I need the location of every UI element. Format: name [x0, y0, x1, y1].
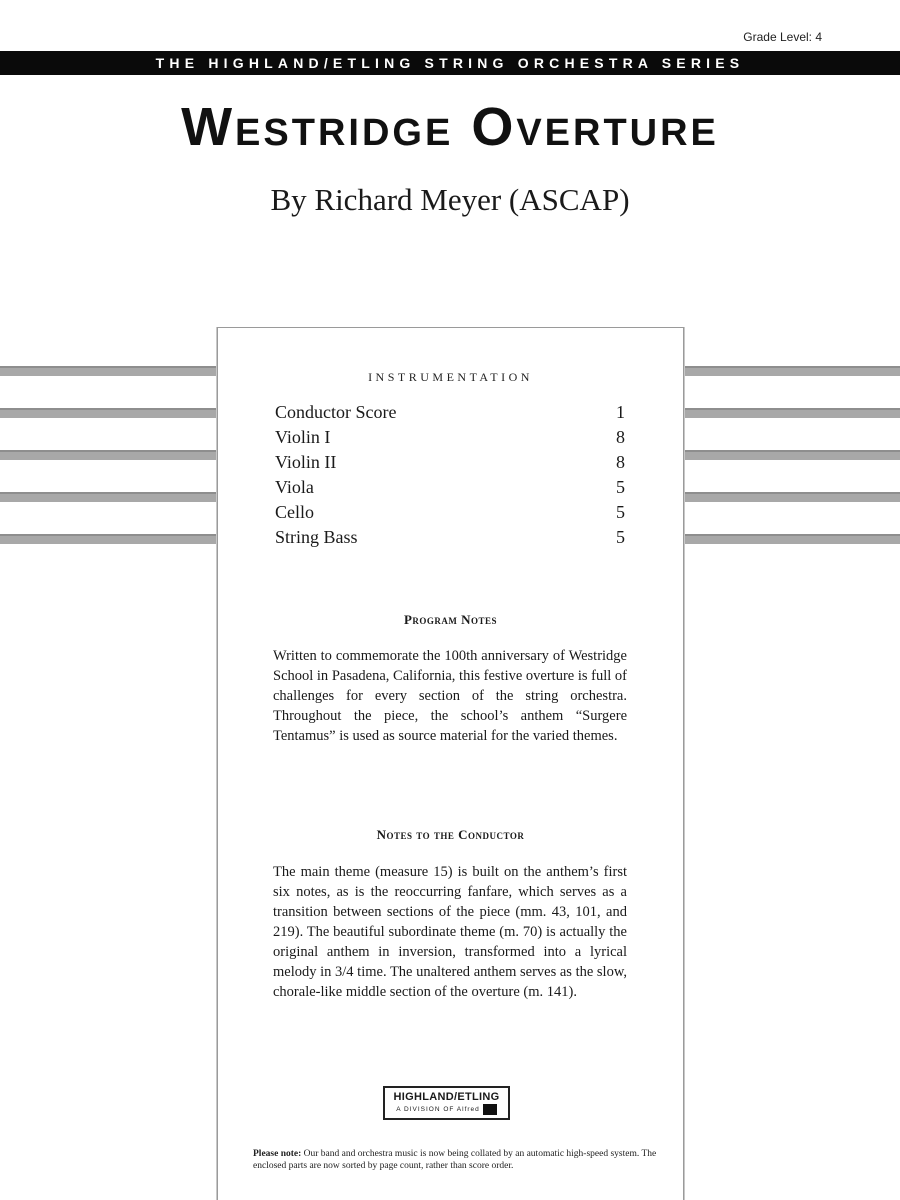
footer-note: [253, 1148, 658, 1172]
instrument-name: Violin II: [275, 452, 337, 472]
instrumentation-heading: INSTRUMENTATION: [368, 370, 533, 384]
instrument-count: 5: [616, 527, 625, 547]
instrument-row: [275, 402, 625, 427]
page-title: Westridge Overture: [181, 97, 719, 157]
staff-line-left-1: [0, 366, 218, 376]
instrument-name: Conductor Score: [275, 402, 397, 422]
program-notes-heading: Program Notes: [403, 612, 498, 627]
series-banner: THE HIGHLAND/ETLING STRING ORCHESTRA SERIES: [0, 51, 900, 75]
instrument-row: [275, 477, 625, 502]
composer-credit: By Richard Meyer (ASCAP): [270, 182, 630, 217]
conductor-notes-heading: Notes to the Conductor: [376, 827, 525, 842]
publisher-logo-name: HIGHLAND/ETLING: [393, 1091, 500, 1103]
instrument-row: [275, 502, 625, 527]
staff-line-left-5: [0, 534, 218, 544]
instrument-row: [275, 427, 625, 452]
info-panel: [217, 327, 684, 1200]
staff-line-right-1: [684, 366, 900, 376]
instrument-count: 5: [616, 477, 625, 497]
publisher-logo-subline: A DIVISION OF Alfred: [396, 1106, 480, 1114]
staff-line-right-3: [684, 450, 900, 460]
staff-line-right-2: [684, 408, 900, 418]
instrument-name: Viola: [275, 477, 314, 497]
footer-note-text: Our band and orchestra music is now being collated by an automatic high-speed system. The enclosed parts are now sorted by page count, rather than score order.: [253, 1149, 657, 1171]
instrument-name: String Bass: [275, 527, 358, 547]
instrument-count: 1: [616, 402, 625, 422]
staff-line-left-4: [0, 492, 218, 502]
instrument-name: Cello: [275, 502, 314, 522]
alfred-logo-icon: [483, 1104, 497, 1115]
staff-line-left-2: [0, 408, 218, 418]
publisher-logo: [383, 1086, 510, 1120]
instrument-count: 8: [616, 427, 625, 447]
staff-line-left-3: [0, 450, 218, 460]
instrument-row: [275, 527, 625, 552]
program-notes-text: Written to commemorate the 100th anniversary of Westridge School in Pasadena, California, this festive overture is full of challenges for every section of the string orchestra. Throughout the piece, the school’s anthem “Surgere Tentamus” is used as source material for the varied themes.: [273, 648, 627, 744]
instrument-row: [275, 452, 625, 477]
conductor-notes-text: The main theme (measure 15) is built on the anthem’s first six notes, as is the reoccurring fanfare, which serves as a transition between sections of the piece (mm. 43, 101, and 219). The beautiful subordinate theme (m. 70) is actually the original anthem in inversion, transformed into a lyrical melody in 3/4 time. The unaltered anthem serves as the slow, chorale-like middle section of the overture (m. 141).: [273, 864, 627, 1000]
staff-line-right-5: [684, 534, 900, 544]
instrument-name: Violin I: [275, 427, 331, 447]
footer-note-label: Please note:: [253, 1149, 302, 1159]
instrument-count: 8: [616, 452, 625, 472]
staff-line-right-4: [684, 492, 900, 502]
grade-level: Grade Level: 4: [743, 30, 822, 44]
instrument-count: 5: [616, 502, 625, 522]
